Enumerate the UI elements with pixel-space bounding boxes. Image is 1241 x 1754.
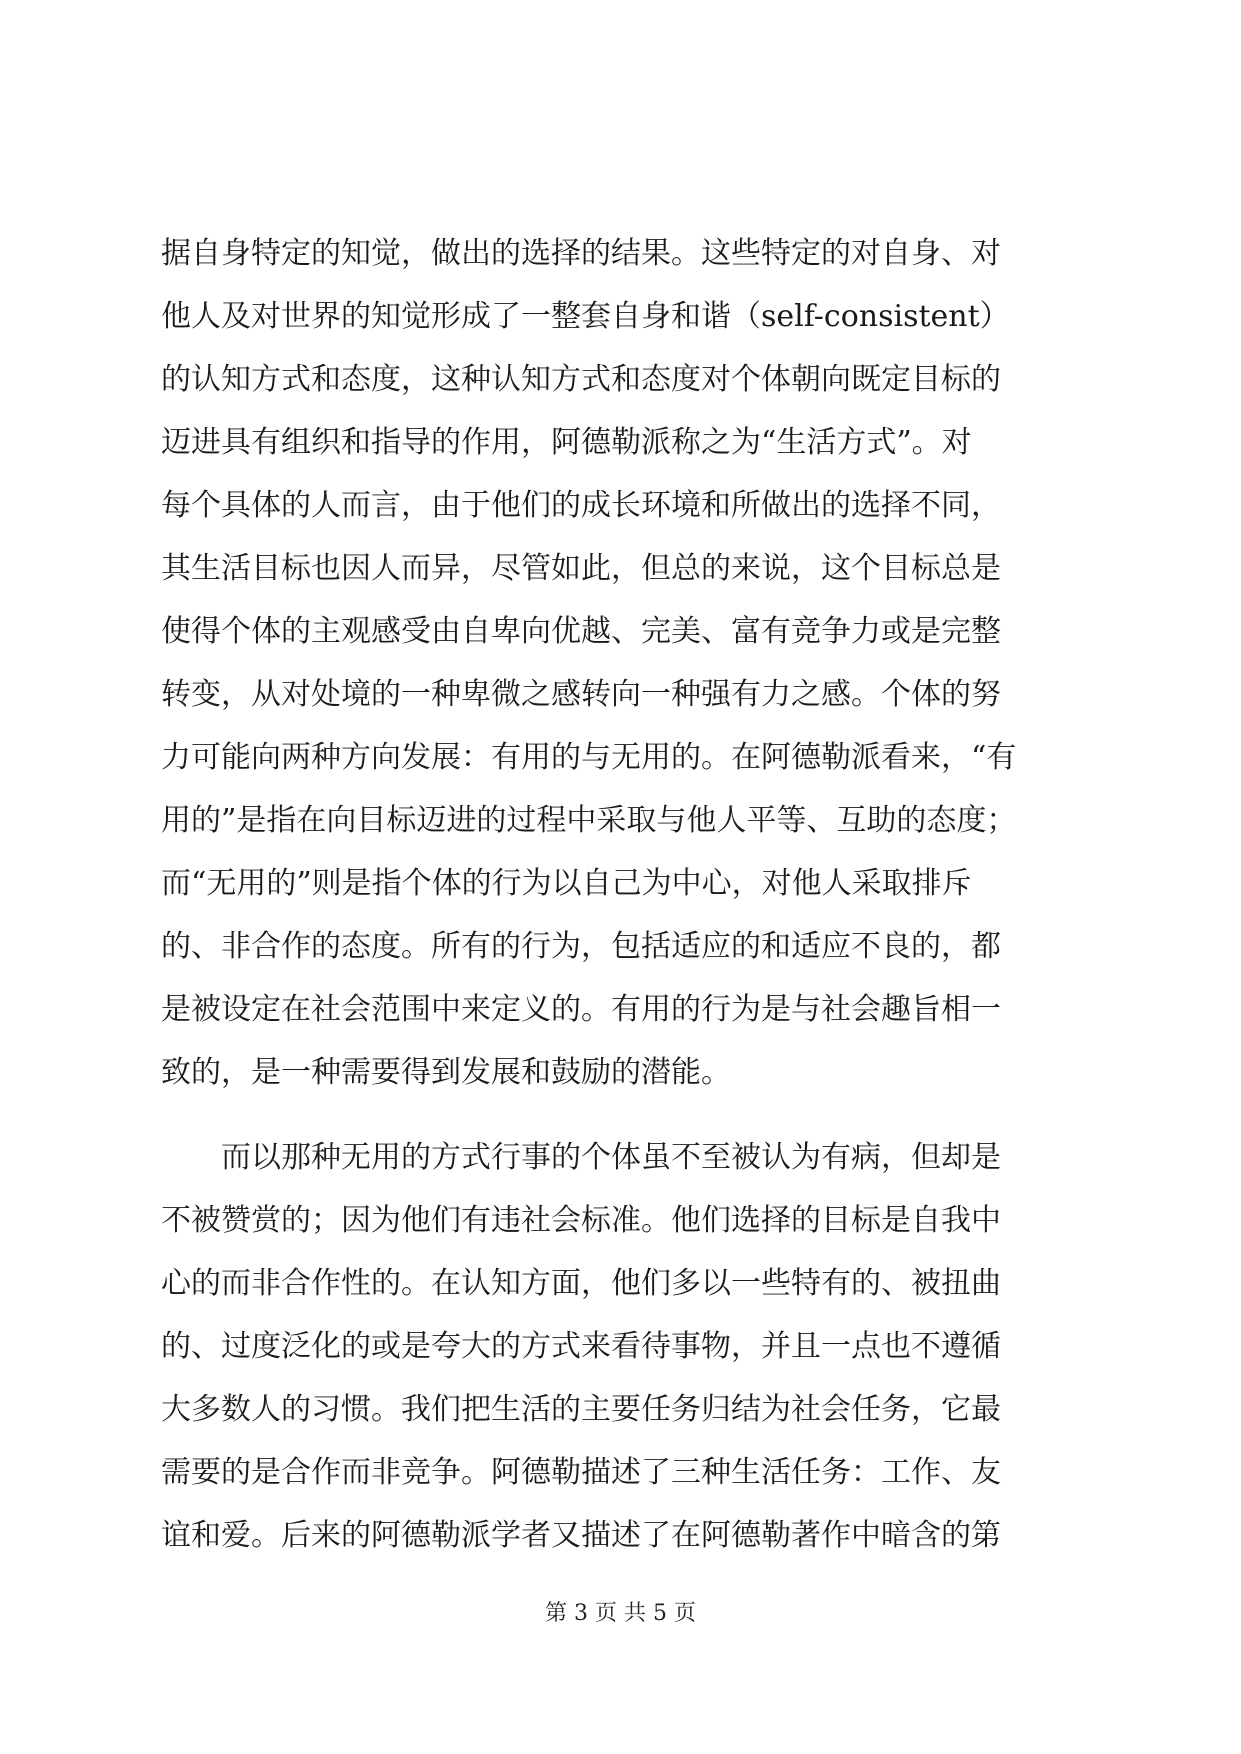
- body-text: [161, 222, 1081, 1567]
- text-line: 每个具体的人而言，由于他们的成长环境和所做出的选择不同，: [161, 488, 1001, 523]
- text-line: 力可能向两种方向发展：有用的与无用的。在阿德勒派看来，“有: [161, 740, 1017, 775]
- text-line: 他人及对世界的知觉形成了一整套自身和谐（self-consistent）: [161, 299, 1010, 334]
- text-line: 致的，是一种需要得到发展和鼓励的潜能。: [161, 1055, 731, 1090]
- text-line: 大多数人的习惯。我们把生活的主要任务归结为社会任务，它最: [161, 1392, 1001, 1427]
- paragraph-1: [161, 222, 1081, 1104]
- text-line: 转变，从对处境的一种卑微之感转向一种强有力之感。个体的努: [161, 677, 1001, 712]
- text-line: 迈进具有组织和指导的作用，阿德勒派称之为“生活方式”。对: [161, 425, 972, 460]
- text-line: 而以那种无用的方式行事的个体虽不至被认为有病，但却是: [161, 1140, 1001, 1175]
- page-number-footer: 第 3 页 共 5 页: [545, 1601, 696, 1626]
- text-line: 的、非合作的态度。所有的行为，包括适应的和适应不良的，都: [161, 929, 1001, 964]
- text-line: 不被赞赏的；因为他们有违社会标准。他们选择的目标是自我中: [161, 1203, 1001, 1238]
- text-line: 使得个体的主观感受由自卑向优越、完美、富有竞争力或是完整: [161, 614, 1001, 649]
- text-line: 用的”是指在向目标迈进的过程中采取与他人平等、互助的态度；: [161, 803, 1017, 838]
- text-line: 而“无用的”则是指个体的行为以自己为中心，对他人采取排斥: [161, 866, 972, 901]
- text-line: 谊和爱。后来的阿德勒派学者又描述了在阿德勒著作中暗含的第: [161, 1518, 1001, 1553]
- text-line: 的、过度泛化的或是夸大的方式来看待事物，并且一点也不遵循: [161, 1329, 1001, 1364]
- text-line: 需要的是合作而非竞争。阿德勒描述了三种生活任务：工作、友: [161, 1455, 1001, 1490]
- text-line: 的认知方式和态度，这种认知方式和态度对个体朝向既定目标的: [161, 362, 1001, 397]
- paragraph-gap: [161, 1104, 1081, 1126]
- text-line: 心的而非合作性的。在认知方面，他们多以一些特有的、被扭曲: [161, 1266, 1001, 1301]
- paragraph-2: [161, 1126, 1081, 1567]
- text-line: 是被设定在社会范围中来定义的。有用的行为是与社会趣旨相一: [161, 992, 1001, 1027]
- text-line: 其生活目标也因人而异，尽管如此，但总的来说，这个目标总是: [161, 551, 1001, 586]
- text-line: 据自身特定的知觉，做出的选择的结果。这些特定的对自身、对: [161, 236, 1001, 271]
